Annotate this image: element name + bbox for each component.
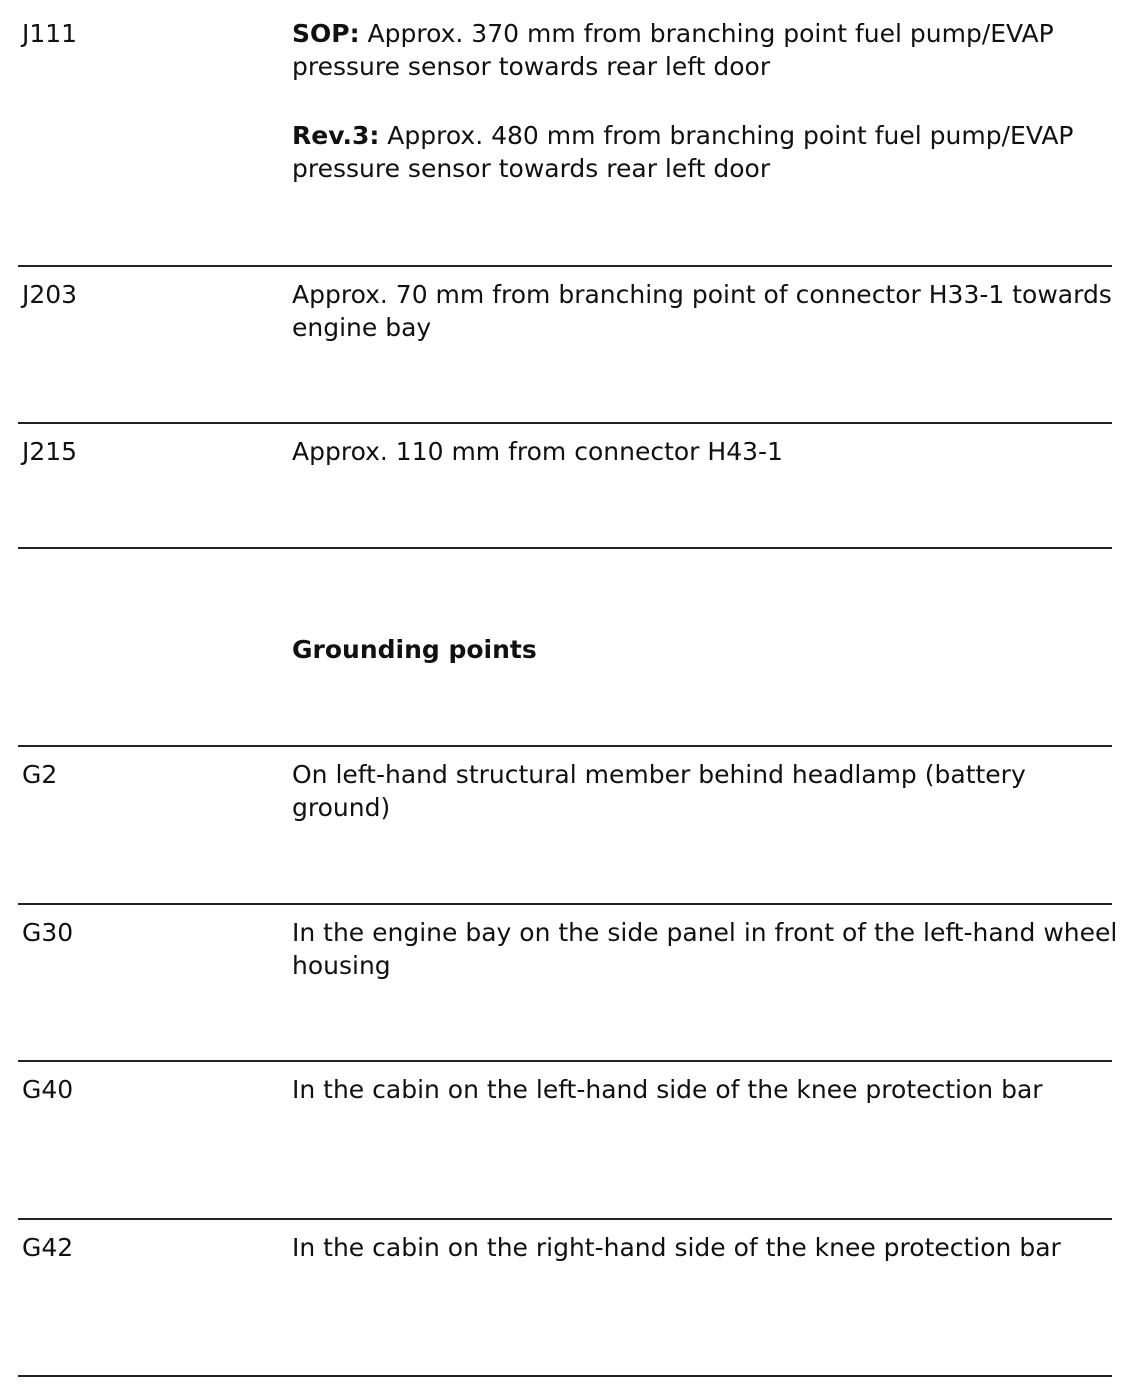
row-divider: [18, 903, 1112, 905]
section-heading-grounding-points: Grounding points: [292, 635, 537, 664]
row-divider: [18, 422, 1112, 424]
row-description-j203: Approx. 70 mm from branching point of connector H33-1 towards engine bay: [292, 280, 1112, 342]
rev3-label: Rev.3:: [292, 121, 380, 150]
row-divider: [18, 1375, 1112, 1377]
row-description-g40: In the cabin on the left-hand side of the knee protection bar: [292, 1075, 1043, 1104]
sop-label: SOP:: [292, 19, 360, 48]
row-divider: [18, 1060, 1112, 1062]
row-description-g30: In the engine bay on the side panel in front of the left-hand wheel housing: [292, 918, 1118, 980]
row-code-g2: G2: [22, 760, 58, 789]
row-divider: [18, 547, 1112, 549]
sop-paragraph: [292, 17, 1122, 83]
rev3-text: Approx. 480 mm from branching point fuel pump/EVAP pressure sensor towards rear left door: [292, 121, 1074, 183]
sop-text: Approx. 370 mm from branching point fuel pump/EVAP pressure sensor towards rear left door: [292, 19, 1054, 81]
row-description-g42: In the cabin on the right-hand side of the knee protection bar: [292, 1233, 1061, 1262]
row-divider: [18, 745, 1112, 747]
row-description-j215: Approx. 110 mm from connector H43-1: [292, 437, 783, 466]
row-code-j215: J215: [22, 437, 78, 466]
row-divider: [18, 1218, 1112, 1220]
row-code-j203: J203: [22, 280, 78, 309]
row-code-g30: G30: [22, 918, 74, 947]
row-description-g2: On left-hand structural member behind headlamp (battery ground): [292, 760, 1026, 822]
row-code-g40: G40: [22, 1075, 74, 1104]
row-description-j111: [292, 17, 1122, 185]
row-divider: [18, 265, 1112, 267]
row-code-g42: G42: [22, 1233, 74, 1262]
rev3-paragraph: [292, 119, 1122, 185]
row-code-j111: J111: [22, 19, 78, 48]
